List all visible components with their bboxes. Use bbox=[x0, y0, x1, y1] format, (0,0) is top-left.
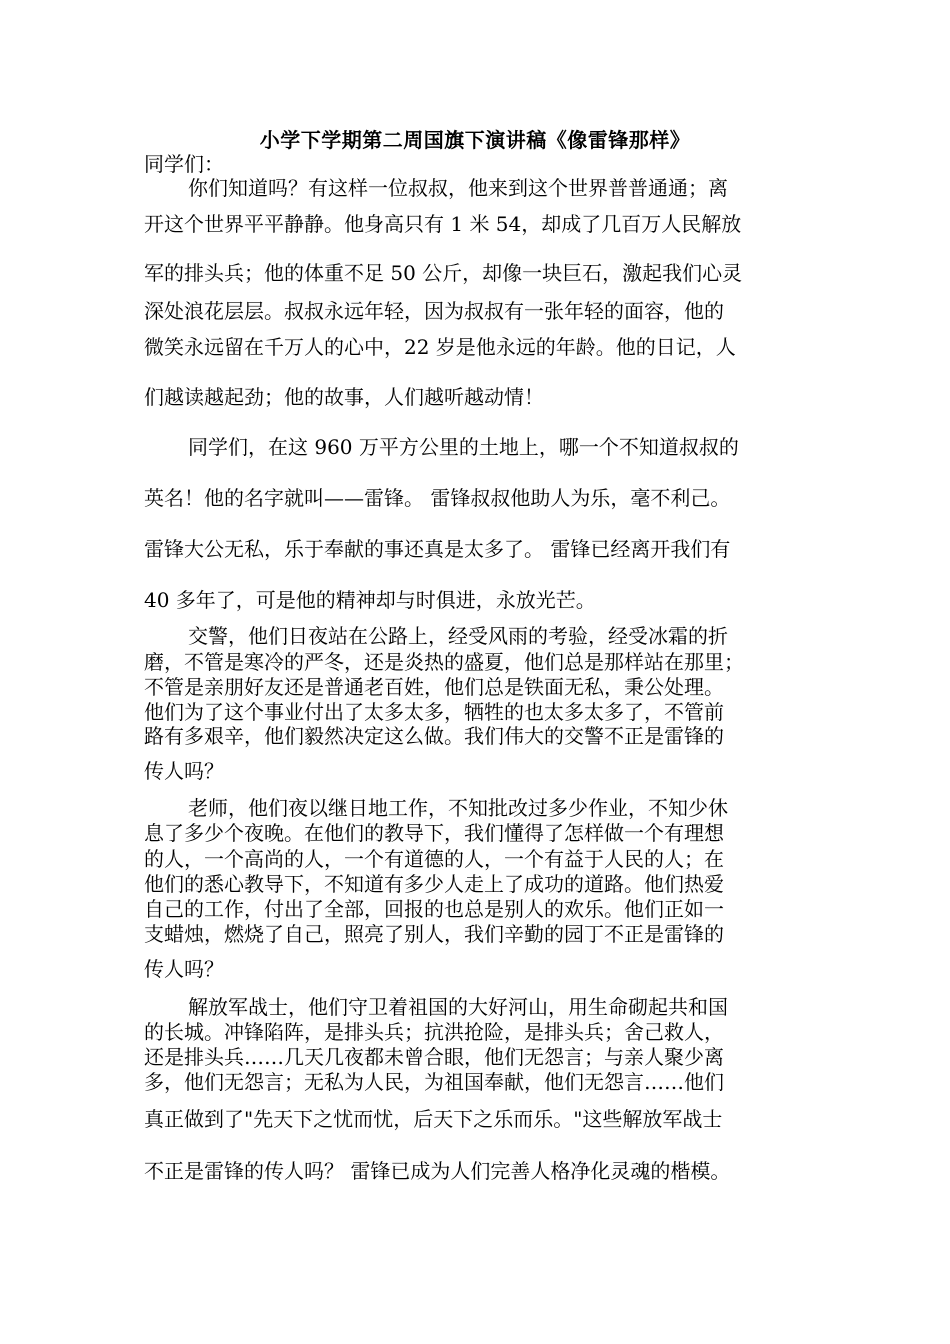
paragraph-line: 的长城。冲锋陷阵，是排头兵；抗洪抢险，是排头兵；舍己救人， bbox=[144, 1020, 724, 1044]
paragraph-line: 开这个世界平平静静。他身高只有 1 米 54，却成了几百万人民解放 bbox=[144, 212, 742, 236]
paragraph-line: 你们知道吗？有这样一位叔叔，他来到这个世界普普通通；离 bbox=[188, 176, 728, 200]
paragraph-line: 磨，不管是寒冷的严冬，还是炎热的盛夏，他们总是那样站在那里； bbox=[144, 650, 744, 674]
paragraph-line: 传人吗？ bbox=[144, 759, 224, 783]
paragraph-line: 不正是雷锋的传人吗？ 雷锋已成为人们完善人格净化灵魂的楷模。 bbox=[144, 1159, 731, 1183]
paragraph-line: 真正做到了"先天下之忧而忧，后天下之乐而乐。"这些解放军战士 bbox=[144, 1107, 723, 1131]
paragraph-line: 不管是亲朋好友还是普通老百姓，他们总是铁面无私，秉公处理。 bbox=[144, 675, 724, 699]
paragraph-line: 交警，他们日夜站在公路上，经受风雨的考验，经受冰霜的折 bbox=[188, 624, 728, 648]
greeting: 同学们： bbox=[144, 152, 224, 176]
paragraph-line: 自己的工作，付出了全部，回报的也总是别人的欢乐。他们正如一 bbox=[144, 897, 724, 921]
paragraph-line: 支蜡烛，燃烧了自己，照亮了别人，我们辛勤的园丁不正是雷锋的 bbox=[144, 922, 724, 946]
paragraph-line: 老师，他们夜以继日地工作，不知批改过多少作业，不知少休 bbox=[188, 796, 728, 820]
paragraph-line: 微笑永远留在千万人的心中，22 岁是他永远的年龄。他的日记，人 bbox=[144, 335, 736, 359]
paragraph-line: 40 多年了，可是他的精神却与时俱进，永放光芒。 bbox=[144, 588, 596, 612]
paragraph-line: 他们为了这个事业付出了太多太多，牺牲的也太多太多了，不管前 bbox=[144, 700, 724, 724]
paragraph-line: 路有多艰辛，他们毅然决定这么做。我们伟大的交警不正是雷锋的 bbox=[144, 724, 724, 748]
paragraph-line: 军的排头兵；他的体重不足 50 公斤，却像一块巨石，激起我们心灵 bbox=[144, 261, 743, 285]
paragraph-line: 传人吗？ bbox=[144, 957, 224, 981]
paragraph-line: 还是排头兵……几天几夜都未曾合眼，他们无怨言；与亲人聚少离 bbox=[144, 1045, 724, 1069]
page-title: 小学下学期第二周国旗下演讲稿《像雷锋那样》 bbox=[259, 128, 691, 152]
paragraph-line: 多，他们无怨言；无私为人民，为祖国奉献，他们无怨言……他们 bbox=[144, 1070, 724, 1094]
paragraph-line: 们越读越起劲；他的故事，人们越听越动情！ bbox=[144, 385, 544, 409]
paragraph-line: 的人，一个高尚的人，一个有道德的人，一个有益于人民的人；在 bbox=[144, 847, 724, 871]
paragraph-line: 解放军战士，他们守卫着祖国的大好河山，用生命砌起共和国 bbox=[188, 995, 728, 1019]
paragraph-line: 英名！他的名字就叫——雷锋。 雷锋叔叔他助人为乐，毫不利己。 bbox=[144, 486, 731, 510]
paragraph-line: 他们的悉心教导下，不知道有多少人走上了成功的道路。他们热爱 bbox=[144, 872, 724, 896]
paragraph-line: 深处浪花层层。叔叔永远年轻，因为叔叔有一张年轻的面容，他的 bbox=[144, 299, 724, 323]
paragraph-line: 雷锋大公无私，乐于奉献的事还真是太多了。 雷锋已经离开我们有 bbox=[144, 537, 731, 561]
paragraph-line: 息了多少个夜晚。在他们的教导下，我们懂得了怎样做一个有理想 bbox=[144, 821, 724, 845]
paragraph-line: 同学们，在这 960 万平方公里的土地上，哪一个不知道叔叔的 bbox=[188, 435, 739, 459]
